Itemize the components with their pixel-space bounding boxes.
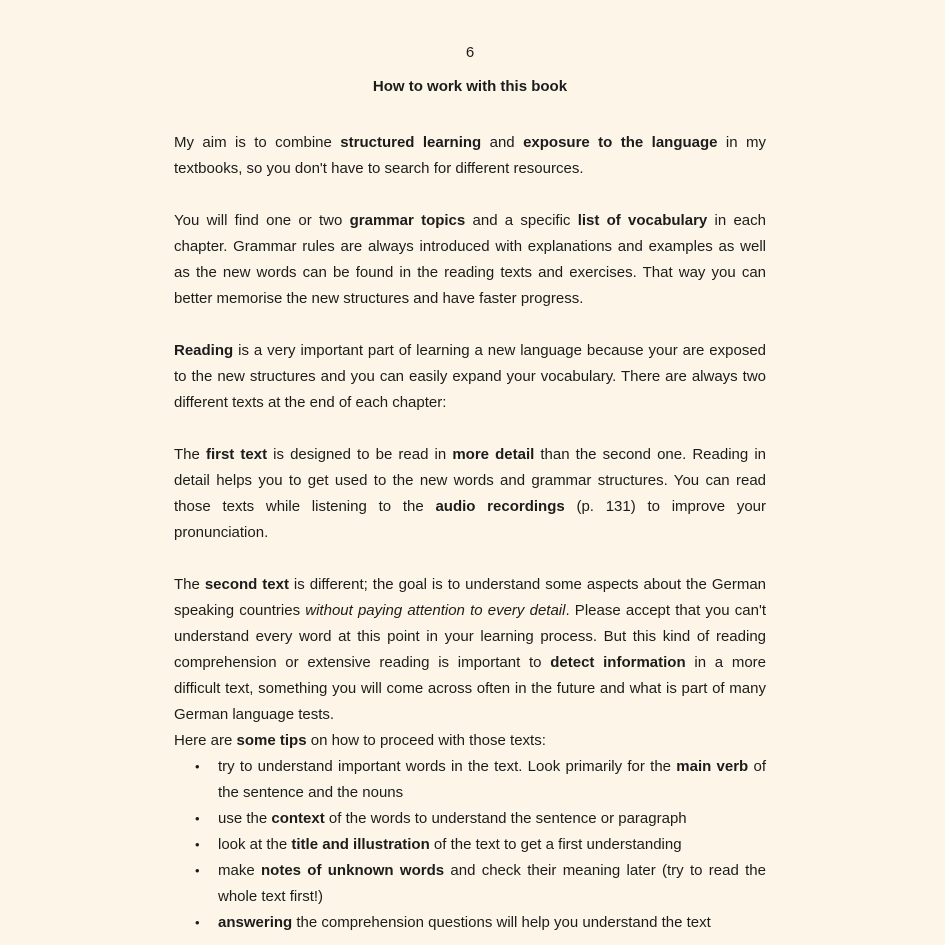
bullet-icon: • — [195, 837, 200, 852]
list-item — [174, 832, 766, 858]
paragraph-second-text: The second text is different; the goal is to understand some aspects about the German speaking countries without paying attention to every detail. Please accept that you can't understand every word at this point in your learning process. But this kind of reading comprehension or extensive reading is important to detect information in a more difficult text, something you will come across often in the future and what is part of many German language tests. — [174, 576, 767, 723]
list-item-text: make notes of unknown words and check their meaning later (try to read the whole text first!) — [218, 862, 766, 905]
bullet-icon: • — [195, 863, 200, 878]
page-content — [174, 40, 766, 936]
list-item — [174, 858, 766, 910]
list-item-text: use the context of the words to understand the sentence or paragraph — [218, 810, 687, 827]
bullet-icon: • — [195, 811, 200, 826]
tips-list — [174, 754, 766, 936]
page-number: 6 — [465, 44, 475, 61]
paragraph-chapter-structure: You will find one or two grammar topics and a specific list of vocabulary in each chapter. Grammar rules are always introduced with explanations and examples as well as the new words can be found in the reading texts and exercises. That way you can better memorise the new structures and have faster progress. — [174, 212, 766, 307]
page-title: How to work with this book — [372, 78, 568, 95]
list-item — [174, 806, 766, 832]
list-item-text: look at the title and illustration of the text to get a first understanding — [218, 836, 682, 853]
list-item-text: answering the comprehension questions will help you understand the text — [218, 914, 711, 931]
list-item — [174, 910, 766, 936]
paragraph-first-text: The first text is designed to be read in more detail than the second one. Reading in detail helps you to get used to the new words and grammar structures. You can read those texts while listening to the audio recordings (p. 131) to improve your pronunciation. — [174, 446, 766, 541]
paragraph-aim: My aim is to combine structured learning and exposure to the language in my textbooks, so you don't have to search for different resources. — [174, 134, 766, 177]
list-item — [174, 754, 766, 806]
paragraph-reading: Reading is a very important part of learning a new language because your are exposed to the new structures and you can easily expand your vocabulary. There are always two different texts at the end of each chapter: — [174, 342, 766, 411]
bullet-icon: • — [195, 915, 200, 930]
list-item-text: try to understand important words in the text. Look primarily for the main verb of the sentence and the nouns — [218, 758, 766, 801]
bullet-icon: • — [195, 759, 200, 774]
paragraph-tips-intro: Here are some tips on how to proceed with those texts: — [174, 732, 546, 749]
